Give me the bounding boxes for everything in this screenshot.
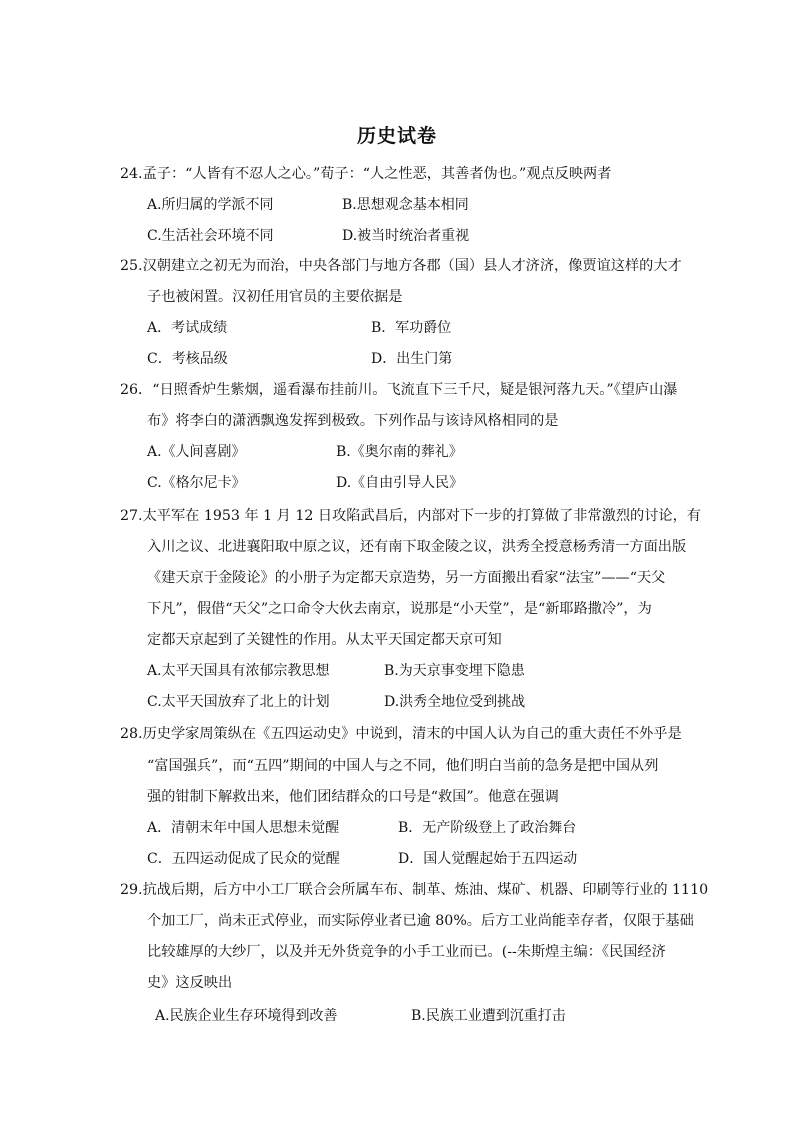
page-title: 历史试卷 [356,125,437,147]
question-28-stem-line-1: 28.历史学家周策纵在《五四运动史》中说到，清末的中国人认为自己的重大责任不外乎是 [120,726,682,742]
question-29-stem-line-1: 29.抗战后期，后方中小工厂联合会所属车布、制革、炼油、煤矿、机器、印刷等行业的 1110 [120,882,709,898]
question-27-stem-line-4: 下凡”，假借“天父”之口命令大伙去南京，说那是“小天堂”，是“新耶路撒冷”，为 [147,601,652,617]
question-25-option-b: B．军功爵位 [371,320,452,336]
question-26-stem-line-2: 布》将李白的潇洒飘逸发挥到极致。下列作品与该诗风格相同的是 [147,413,559,429]
question-25-option-d: D．出生门第 [371,351,453,367]
question-27-stem-line-5: 定都天京起到了关键性的作用。从太平天国定都天京可知 [147,632,502,648]
question-28-option-c: C．五四运动促成了民众的觉醒 [147,851,340,867]
question-27-option-b: B.为天京事变埋下隐患 [384,663,525,679]
question-27-stem-line-1: 27.太平军在 1953 年 1 月 12 日攻陷武昌后，内部对下一步的打算做了非常激烈的讨论，有 [120,508,701,524]
question-26-stem-line-1: 26．“日照香炉生紫烟，遥看瀑布挂前川。飞流直下三千尺，疑是银河落九天。”《望庐山瀑 [120,382,678,398]
question-27-stem-line-3: 《建天京于金陵论》的小册子为定都天京造势，另一方面搬出看家“法宝”——“天父 [147,570,666,586]
question-26-option-c: C.《格尔尼卡》 [147,475,246,491]
question-27-stem-line-2: 入川之议、北进襄阳取中原之议，还有南下取金陵之议，洪秀全授意杨秀清一方面出版 [147,539,687,555]
question-28-option-b: B．无产阶级登上了政治舞台 [398,820,577,836]
question-25-stem-line-1: 25.汉朝建立之初无为而治，中央各部门与地方各郡（国）县人才济济，像贾谊这样的大才 [120,258,682,274]
question-29-option-b: B.民族工业遭到沉重打击 [411,1008,566,1024]
question-24-option-a: A.所归属的学派不同 [147,197,274,213]
question-29-stem-line-3: 比较雄厚的大纱厂，以及并无外货竞争的小手工业而已。(--朱斯煌主编：《民国经济 [147,944,666,960]
question-25-stem-line-2: 子也被闲置。汉初任用官员的主要依据是 [147,289,403,305]
question-29-stem-line-2: 个加工厂，尚未正式停业，而实际停业者已逾 80%。后方工业尚能幸存者，仅限于基础 [147,913,694,929]
question-29-stem-line-4: 史》这反映出 [147,975,233,991]
question-26-option-b: B.《奥尔南的葬礼》 [336,444,463,460]
question-26-option-a: A.《人间喜剧》 [147,444,246,460]
question-28-option-a: A．清朝末年中国人思想未觉醒 [147,820,340,836]
question-25-option-a: A．考试成绩 [147,320,228,336]
question-24-option-d: D.被当时统治者重视 [342,228,470,244]
question-28-option-d: D．国人觉醒起始于五四运动 [398,851,578,867]
question-29-option-a: A.民族企业生存环境得到改善 [155,1008,338,1024]
question-24-option-b: B.思想观念基本相同 [342,197,469,213]
question-27-option-a: A.太平天国具有浓郁宗教思想 [147,663,330,679]
question-26-option-d: D.《自由引导人民》 [336,475,464,491]
question-25-option-c: C．考核品级 [147,351,228,367]
question-24-option-c: C.生活社会环境不同 [147,228,274,244]
question-28-stem-line-3: 强的钳制下解救出来，他们团结群众的口号是“救国”。他意在强调 [147,789,559,805]
question-28-stem-line-2: “富国强兵”，而“五四”期间的中国人与之不同，他们明白当前的急务是把中国从列 [147,758,659,774]
question-27-option-d: D.洪秀全地位受到挑战 [384,694,526,710]
question-27-option-c: C.太平天国放弃了北上的计划 [147,694,330,710]
question-24-stem: 24.孟子：“人皆有不忍人之心。”荀子：“人之性恶，其善者伪也。”观点反映两者 [120,166,612,182]
